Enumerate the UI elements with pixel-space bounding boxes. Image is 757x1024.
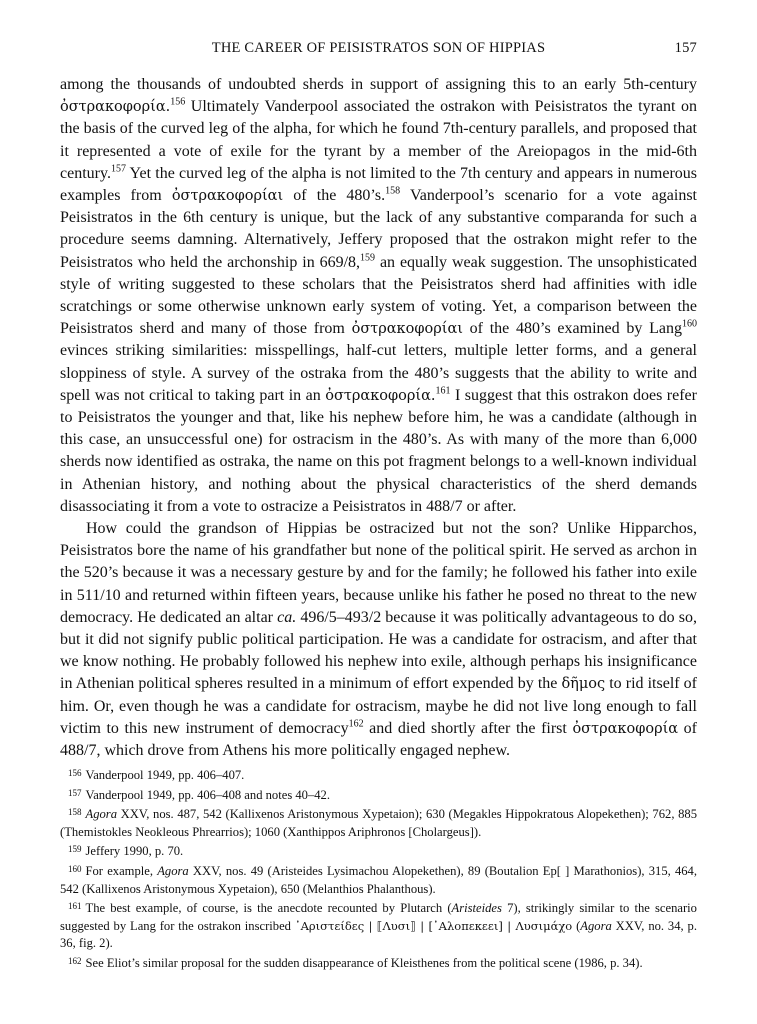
text-run: XXV, no. 34, p. 36, fig. 2).: [60, 918, 697, 951]
footnote: [60, 765, 697, 785]
footnote-ref[interactable]: 162: [348, 718, 364, 730]
text-run: an equally weak suggestion. The unsophisticated style of writing suggested to these scholars that the Peisistratos sherd had affinities with idle scratchings or some otherwise unknown early system of voting. Yet, a comparison between the Peisistratos sherd and many of those from: [60, 253, 697, 338]
footnote-ref[interactable]: 157: [110, 163, 126, 175]
greek-text: δῆμος: [561, 676, 606, 693]
text-run: Ultimately Vanderpool associated the ostrakon with Peisistratos the tyrant on the basis of the curved leg of the alpha, for which he found 7th-century parallels, and proposed that it represented a vote of exile for the tyrant by a member of the Areiopagos in the mid-6th century.: [60, 98, 697, 182]
footnote: [60, 898, 697, 953]
text-run: Vanderpool 1949, pp. 406–408 and notes 40–42.: [85, 787, 331, 802]
footnote-number: 157: [68, 787, 82, 798]
footnote-ref[interactable]: 158: [385, 185, 401, 197]
footnote-number: 162: [68, 955, 82, 966]
text-run: The best example, of course, is the anecdote recounted by Plutarch (: [85, 901, 452, 916]
italic-text: Aristeides: [451, 901, 502, 916]
paragraph-2: [60, 518, 697, 762]
greek-text: ὀστρακοφορίαι: [171, 188, 284, 205]
text-run: evinces striking similarities: misspellings, half-cut letters, multiple letter forms, and a general sloppiness of style. A survey of the ostraka from the 480’s suggests that the ability to write and spell was not critical to taking part in an: [60, 342, 697, 404]
text-run: I suggest that this ostrakon does refer to Peisistratos the younger and that, like his nephew before him, he was a candidate (although in this case, an unsuccessful one) for ostracism in the 480’s. As with many of the more than 6,000 sherds now identified as ostraka, the name on this pot fragment belongs to a well-known individual in Athenian history, and nothing about the physical characteristics of the sherd demands disassociating it from a vote to ostracize a Peisistratos in 488/7 or after.: [60, 386, 697, 515]
italic-text: ca.: [277, 608, 297, 626]
footnote-ref[interactable]: 161: [435, 385, 451, 397]
text-run: and died shortly after the first: [363, 719, 573, 737]
italic-text: Agora: [85, 807, 117, 822]
paragraph-1: [60, 74, 697, 518]
text-run: XXV, nos. 487, 542 (Kallixenos Aristonymous Xypetaion); 630 (Megakles Hippokratous Alopekethen); 762, 885 (Themistokles Neokleous Phrearrios); 1060 (Xanthippos Ariphronos [Cholargeus]).: [60, 807, 697, 839]
greek-text: ὀστρακοφορία: [572, 720, 679, 737]
footnote-ref[interactable]: 159: [360, 252, 376, 264]
greek-text: ὀστρακοφορία.: [60, 99, 171, 116]
footnote: [60, 841, 697, 861]
greek-text: ὀστρακοφορία.: [325, 387, 436, 404]
greek-text: ὀστρακοφορίαι: [351, 321, 463, 338]
footnote: [60, 861, 697, 898]
text-run: of the 480’s examined by Lang: [462, 320, 682, 338]
text-run: 7), strikingly similar to the scenario suggested by Lang for the ostrakon inscribed: [60, 901, 697, 933]
text-run: of the 480’s.: [283, 187, 386, 205]
text-run: XXV, nos. 49 (Aristeides Lysimachou Alopekethen), 89 (Boutalion Ep[ ] Marathonios), 315, 464, 542 (Kallixenos Aristonymous Xypetaion), 650 (Melanthios Phalanthous).: [60, 863, 697, 896]
footnote: [60, 953, 697, 973]
running-header: [60, 40, 697, 60]
running-title: THE CAREER OF PEISISTRATOS SON OF HIPPIAS: [211, 40, 546, 56]
italic-text: Agora: [580, 918, 612, 933]
text-run: 496/5–493/2 because it was politically advantageous to do so, but it did not signify public political participation. He was a candidate for ostracism, and after that we know nothing. He probably followed his nephew into exile, although perhaps his insignificance in Athenian political spheres resulted in a minimum of effort expended by the: [60, 608, 698, 693]
footnotes: [60, 765, 697, 973]
text-run: Jeffery 1990, p. 70.: [85, 844, 184, 859]
page-number: 157: [674, 40, 697, 56]
footnote-number: 161: [68, 901, 82, 912]
footnote-number: 156: [68, 768, 82, 778]
footnote-number: 160: [68, 863, 82, 874]
text-run: to rid itself of him. Or, even though he was a candidate for ostracism, maybe he did not live long enough to fall victim to this new instrument of democracy: [60, 675, 697, 737]
text-run: (: [572, 918, 581, 933]
text-run: among the thousands of undoubted sherds in support of assigning this to an early 5th-century: [60, 76, 697, 93]
text-run: Vanderpool’s scenario for a vote against Peisistratos in the 6th century is unique, but the lack of any substantive comparanda for such a procedure seems damning. Alternatively, Jeffery proposed that the ostrakon might refer to the Peisistratos who held the archonship in 669/8,: [60, 187, 698, 271]
text-run: How could the grandson of Hippias be ostracized but not the son? Unlike Hipparchos, Peisistratos bore the name of his grandfather but none of the political spirit. He served as archon in the 520’s because it was a necessary gesture by and for the family; he followed his father into exile in 511/10 and returned within fifteen years, because unlike his father he posed no threat to the new democracy. He dedicated an altar: [60, 520, 697, 626]
text-run: Vanderpool 1949, pp. 406–407.: [85, 768, 245, 782]
text-run: For example,: [85, 863, 158, 878]
greek-text: ᾽Αριστείδες | ⟦Λυσι⟧ | [᾽Αλοπεκεει] | Λυσιμάχο: [294, 918, 573, 933]
footnote: [60, 785, 697, 805]
footnote-ref[interactable]: 160: [682, 318, 697, 330]
footnote-ref[interactable]: 156: [170, 96, 186, 108]
text-run: Yet the curved leg of the alpha is not limited to the 7th century and appears in numerous examples from: [60, 164, 697, 205]
footnote: [60, 804, 697, 841]
footnote-number: 159: [68, 844, 82, 855]
text-run: of 488/7, which drove from Athens his more politically engaged nephew.: [60, 719, 698, 760]
text-run: See Eliot’s similar proposal for the sudden disappearance of Kleisthenes from the political scene (1986, p. 34).: [85, 955, 643, 970]
main-text: [60, 74, 697, 762]
italic-text: Agora: [157, 863, 189, 878]
footnote-number: 158: [68, 807, 82, 818]
